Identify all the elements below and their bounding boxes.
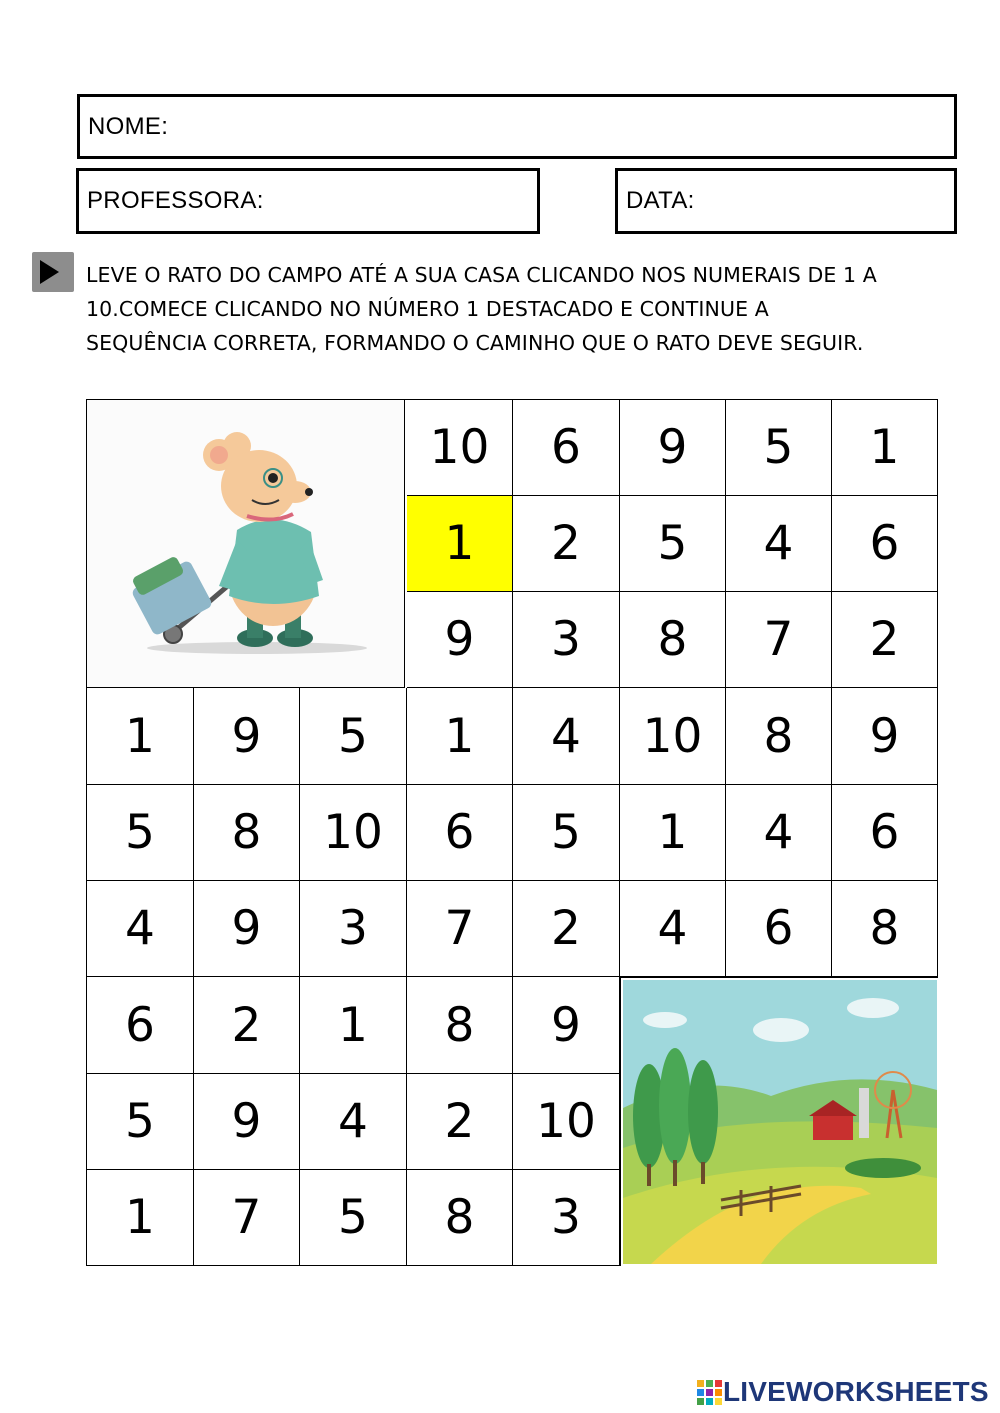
instruction-line: LEVE O RATO DO CAMPO ATÉ A SUA CASA CLICANDO NOS NUMERAIS DE 1 A [86,263,877,287]
number-cell[interactable]: 6 [407,785,513,881]
number-cell[interactable]: 6 [87,977,194,1074]
number-cell[interactable]: 1 [300,977,407,1074]
number-cell[interactable]: 5 [513,785,620,881]
number-cell[interactable]: 4 [87,881,194,977]
number-cell[interactable]: 5 [87,1074,194,1170]
nome-field[interactable] [77,94,957,159]
number-cell[interactable]: 10 [620,688,726,785]
number-cell[interactable]: 10 [407,400,513,496]
number-cell[interactable]: 8 [407,1170,513,1265]
liveworksheets-brand: LIVEWORKSHEETS [723,1376,989,1407]
liveworksheets-logo-icon [697,1378,723,1406]
play-audio-button[interactable] [32,252,74,292]
number-cell[interactable]: 7 [726,592,832,688]
number-cell[interactable]: 4 [726,785,832,881]
instruction-line: 10.COMECE CLICANDO NO NÚMERO 1 DESTACADO E CONTINUE A [86,297,769,321]
number-cell[interactable]: 1 [832,400,937,496]
number-cell[interactable]: 5 [620,496,726,592]
number-cell[interactable]: 4 [300,1074,407,1170]
instructions-text [86,258,946,360]
number-cell[interactable]: 8 [726,688,832,785]
number-cell[interactable]: 2 [513,496,620,592]
professora-field[interactable] [76,168,540,234]
number-cell[interactable]: 2 [513,881,620,977]
data-field[interactable] [615,168,957,234]
number-maze-grid [86,399,938,1266]
number-cell[interactable]: 4 [726,496,832,592]
number-cell[interactable]: 3 [513,1170,620,1265]
number-cell[interactable]: 2 [832,592,937,688]
number-cell[interactable]: 6 [832,496,937,592]
play-icon [32,252,74,292]
number-cell[interactable]: 10 [513,1074,620,1170]
number-cell[interactable]: 10 [300,785,407,881]
number-cell[interactable]: 8 [620,592,726,688]
number-cell[interactable]: 4 [513,688,620,785]
field-mouse-image [87,400,405,688]
number-cell[interactable]: 1 [407,496,513,592]
farm-house-image [620,977,938,1266]
number-cell[interactable]: 7 [407,881,513,977]
number-cell[interactable]: 6 [513,400,620,496]
number-cell[interactable]: 5 [726,400,832,496]
number-cell[interactable]: 5 [300,688,407,785]
number-cell[interactable]: 9 [194,881,300,977]
data-label: DATA: [626,187,695,214]
professora-label: PROFESSORA: [87,187,264,214]
number-cell[interactable]: 2 [407,1074,513,1170]
number-cell[interactable]: 5 [300,1170,407,1265]
number-cell[interactable]: 9 [407,592,513,688]
number-cell[interactable]: 6 [832,785,937,881]
number-cell[interactable]: 1 [407,688,513,785]
instruction-line: SEQUÊNCIA CORRETA, FORMANDO O CAMINHO QUE O RATO DEVE SEGUIR. [86,331,864,355]
number-cell[interactable]: 1 [620,785,726,881]
number-cell[interactable]: 8 [407,977,513,1074]
number-cell[interactable]: 9 [832,688,937,785]
number-cell[interactable]: 1 [87,688,194,785]
number-cell[interactable]: 9 [513,977,620,1074]
number-cell[interactable]: 4 [620,881,726,977]
number-cell[interactable]: 6 [726,881,832,977]
number-cell[interactable]: 5 [87,785,194,881]
number-cell[interactable]: 3 [513,592,620,688]
number-cell[interactable]: 8 [832,881,937,977]
number-cell[interactable]: 2 [194,977,300,1074]
number-cell[interactable]: 1 [87,1170,194,1265]
liveworksheets-logo [697,1374,989,1410]
number-cell[interactable]: 9 [194,1074,300,1170]
nome-label: NOME: [88,112,169,140]
number-cell[interactable]: 3 [300,881,407,977]
number-cell[interactable]: 8 [194,785,300,881]
number-cell[interactable]: 9 [194,688,300,785]
number-cell[interactable]: 7 [194,1170,300,1265]
number-cell[interactable]: 9 [620,400,726,496]
